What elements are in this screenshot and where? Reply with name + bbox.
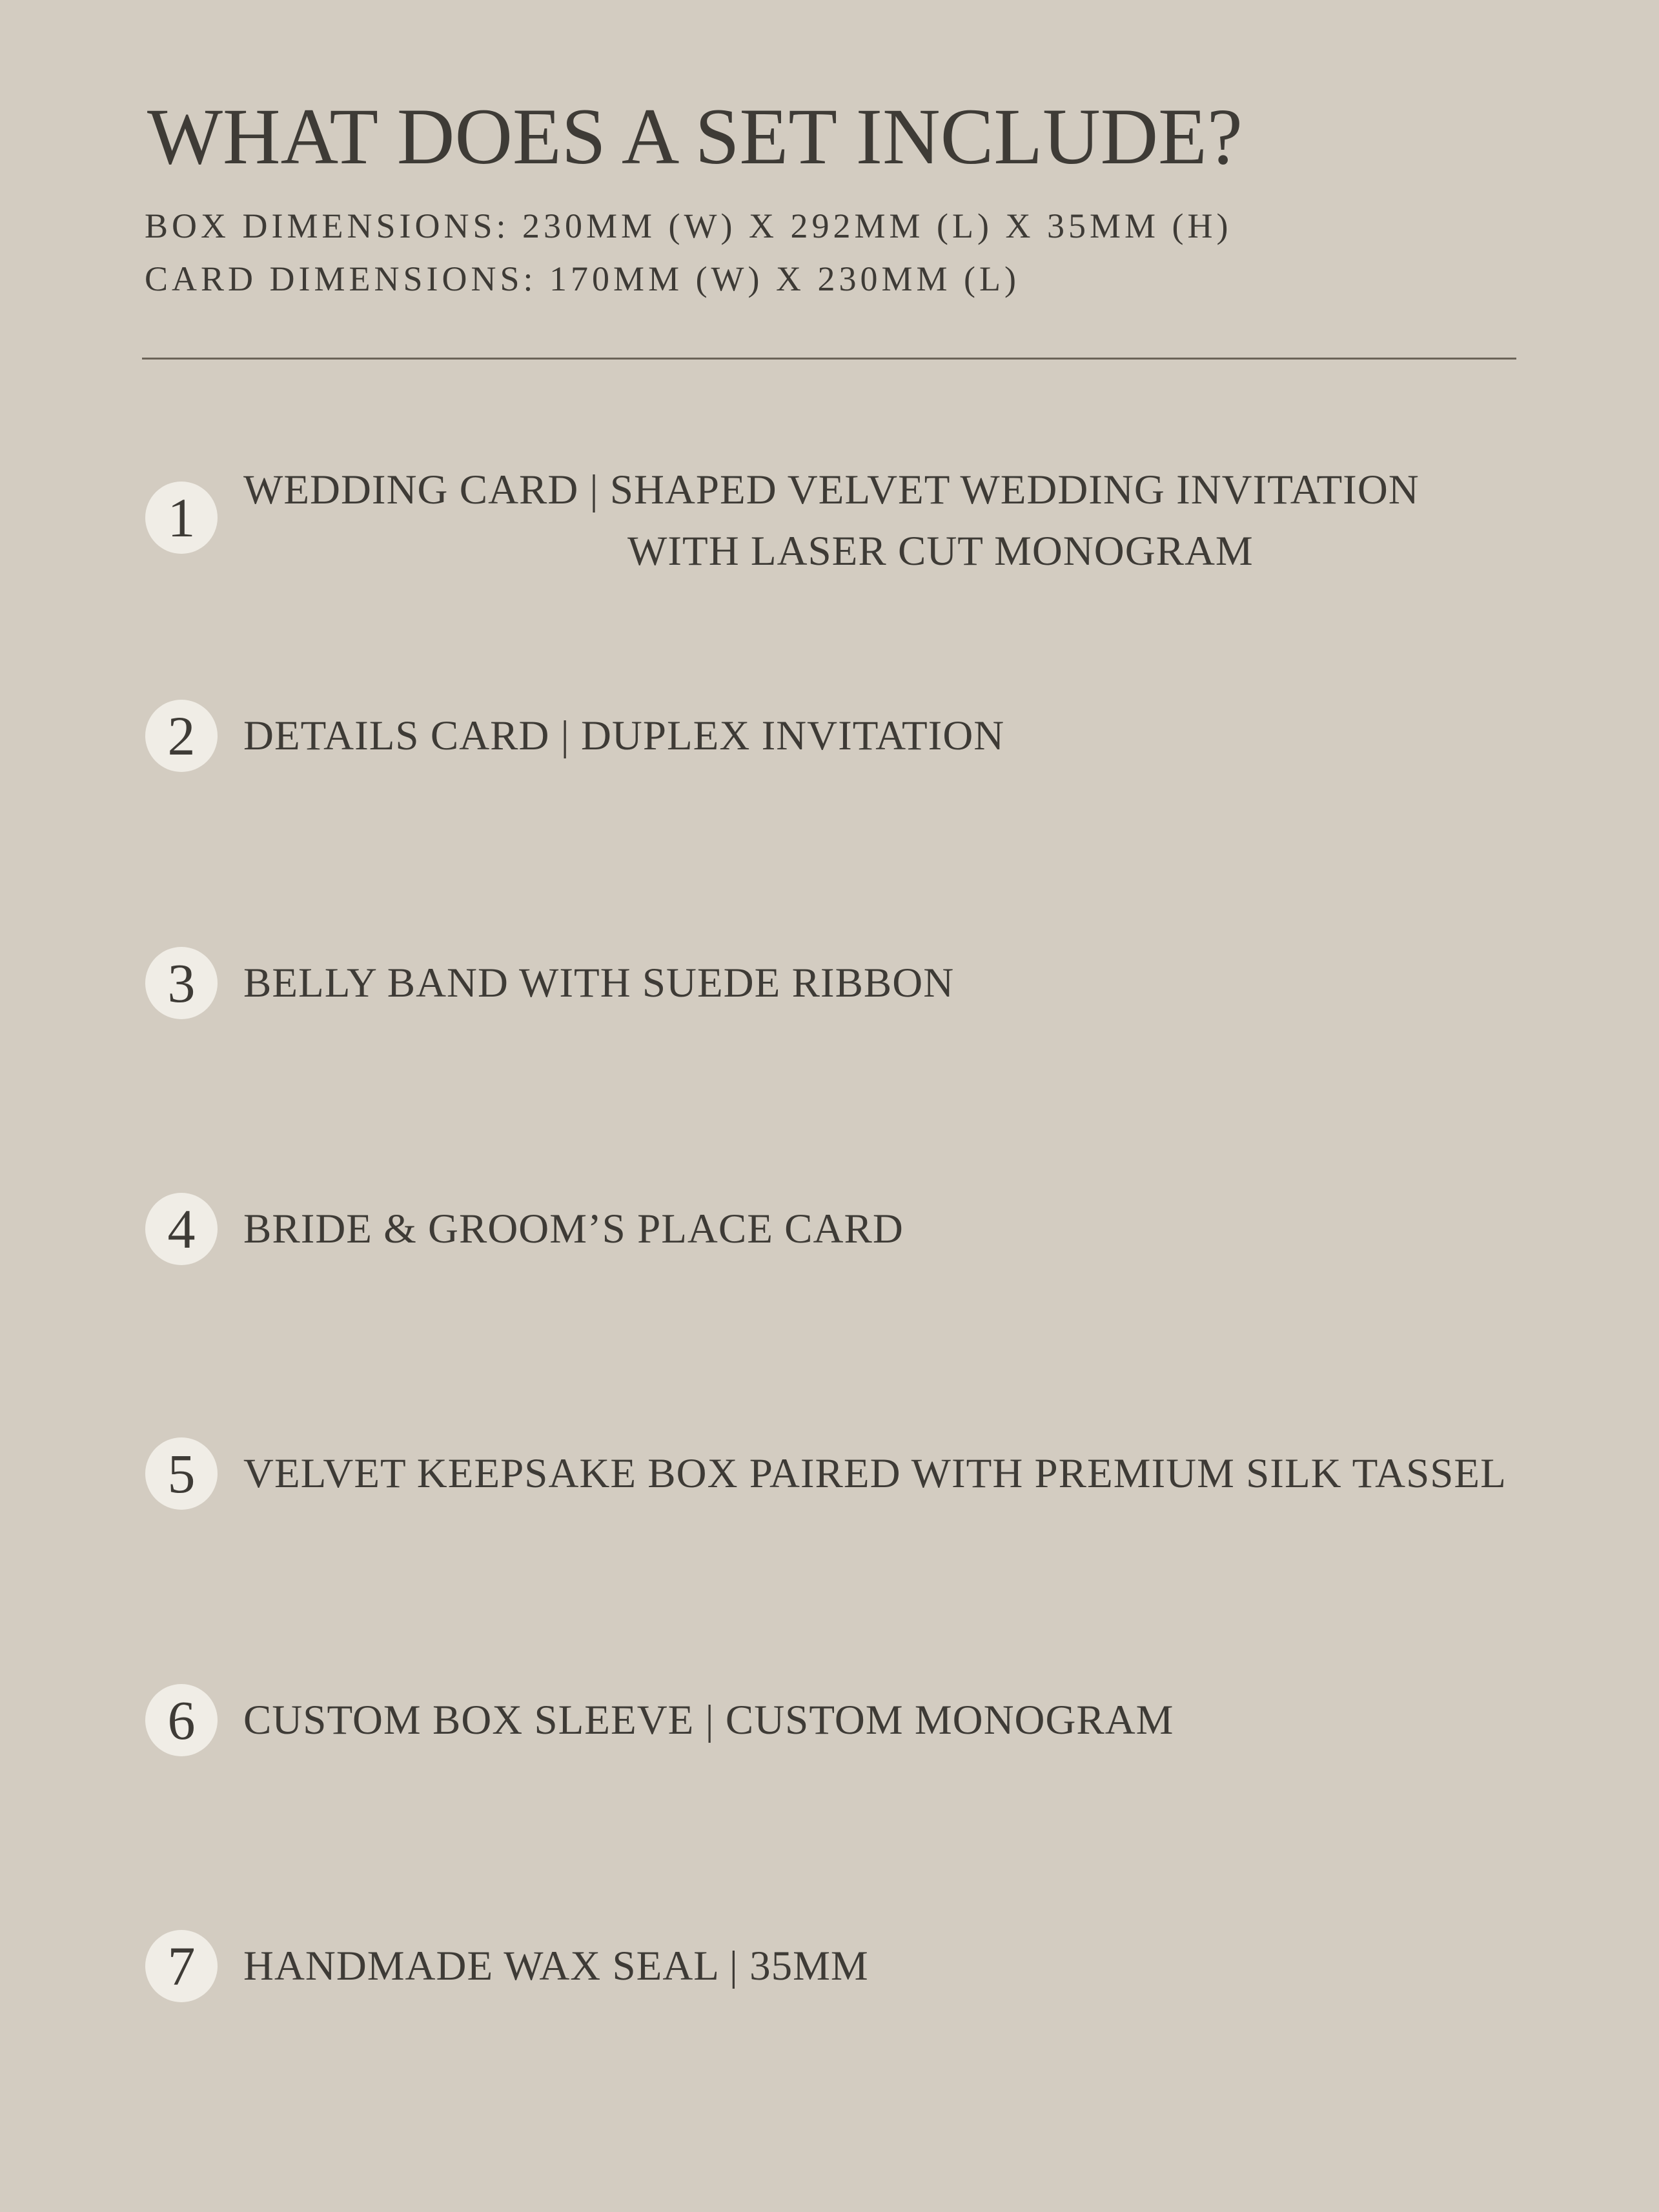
list-item — [145, 1437, 1507, 1510]
item-number-badge — [145, 482, 218, 554]
item-number: 1 — [167, 487, 196, 549]
item-number-badge — [145, 1193, 218, 1265]
item-label: DETAILS CARD | DUPLEX INVITATION — [243, 712, 1005, 759]
card-dimensions-text: CARD DIMENSIONS: 170MM (W) X 230MM (L) — [145, 259, 1020, 298]
item-number-badge — [145, 700, 218, 772]
item-number: 6 — [167, 1689, 196, 1751]
list-item — [145, 1930, 869, 2002]
box-dimensions-text: BOX DIMENSIONS: 230MM (W) X 292MM (L) X 35MM (H) — [145, 207, 1232, 245]
item-label: CUSTOM BOX SLEEVE | CUSTOM MONOGRAM — [243, 1696, 1174, 1743]
item-label: BELLY BAND WITH SUEDE RIBBON — [243, 959, 955, 1006]
item-number: 5 — [167, 1443, 196, 1505]
divider-line — [142, 358, 1516, 360]
item-number-badge — [145, 1684, 218, 1756]
list-item — [145, 1684, 1174, 1756]
item-label-line: WEDDING CARD | SHAPED VELVET WEDDING INVITATION — [243, 467, 1420, 513]
list-item — [145, 947, 954, 1019]
item-number-badge — [145, 1930, 218, 2002]
item-label: VELVET KEEPSAKE BOX PAIRED WITH PREMIUM SILK TASSEL — [243, 1450, 1507, 1497]
item-label-line: WITH LASER CUT MONOGRAM — [627, 528, 1254, 574]
item-number: 4 — [167, 1198, 196, 1260]
list-item — [145, 700, 1004, 772]
item-number: 3 — [167, 952, 196, 1014]
list-item — [145, 453, 1420, 582]
item-number: 7 — [167, 1935, 196, 1997]
item-label: HANDMADE WAX SEAL | 35MM — [243, 1942, 869, 1989]
item-number-badge — [145, 947, 218, 1019]
item-label — [243, 460, 1420, 582]
item-number: 2 — [167, 705, 196, 767]
item-number-badge — [145, 1437, 218, 1510]
item-label: BRIDE & GROOM’S PLACE CARD — [243, 1205, 904, 1252]
list-item — [145, 1193, 904, 1265]
page-title: WHAT DOES A SET INCLUDE? — [147, 92, 1243, 181]
